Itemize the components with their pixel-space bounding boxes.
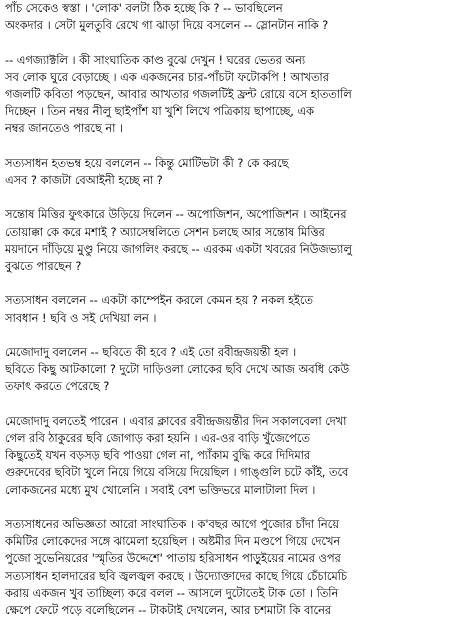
text-line: মেজোদাদু বলতেই পারেন । এবার ক্লাবের রবীন্দ্রজয়ন্তীর দিন সকালবেলা দেখা <box>5 414 347 428</box>
text-line: তফাৎ করতে পেরেছে ? <box>5 380 110 394</box>
text-line: ক্ষেপে ফেটে পড়ে বলেছিলেন -- টাকটাই দেখলেন, আর চশমাটা কি বানের <box>5 604 332 617</box>
text-line: সাবধান ! ছবি ও সই দেখিয়া লন । <box>5 311 157 325</box>
text-line: সব লোক ঘুরে বেড়াচ্ছে । এক একজনের চার-পাঁচটা ফটোকপি ! আখতার <box>5 70 329 84</box>
text-line: কিছুতেই যখন বড়সড় ছবি পাওয়া গেল না, প্যাঁকাম বুদ্ধি করে দিদিমার <box>5 449 311 463</box>
text-line: মেজোদাদু বললেন -- ছবিতে কী হবে ? এই তো রবীন্দ্রজয়ন্তী হল । <box>5 345 297 359</box>
text-line: সত্যসাধনের অভিজ্ঞতা আরো সাংঘাতিক । ক'বছর আগে পুজোর চাঁদা নিয়ে <box>5 517 339 531</box>
text-line: অংকদার । সেটা মুলতুবি রেখে গা ঝাড়া দিয়ে বসলেন -- স্লোনটান নাকি ? <box>5 19 329 33</box>
paragraph-8 <box>5 516 449 619</box>
text-line: গেল রবি ঠাকুরের ছবি জোগাড় করা হয়নি । এর-ওর বাড়ি খুঁজেপেতে <box>5 431 310 445</box>
text-line: সত্যসাধন বললেন -- একটা কাম্পেইন করলে কেমন হয় ? নকল হইতে <box>5 294 313 308</box>
paragraph-4 <box>5 206 449 275</box>
document-page <box>5 0 449 636</box>
text-line: কমিটির লোকেদের সঙ্গে ঝামেলা হয়েছিল । অষ্টমীর দিন মণ্ডপে গিয়ে দেখেন <box>5 535 341 549</box>
text-line: গজলটি কবিতা পড়ছেন, আবার আখতার গজলটিই ফ্রন্ট রোয়ে বসে হাততালি <box>5 88 352 101</box>
text-line: তোয়াক্কা কে করে মশাই ? অ্যাসেম্বলিতে সেশন চলছে আর সন্তোষ মিত্তির <box>5 225 325 239</box>
text-line: দিচ্ছেন । তিন নম্বর নীলু ছাইপাঁশ যা খুশি লিখে পত্রিকায় ছাপাচ্ছে, এক <box>5 105 314 119</box>
paragraph-3 <box>5 155 449 189</box>
paragraph-1 <box>5 0 449 34</box>
text-line: ময়দানে দাঁড়িয়ে মুণ্ডু নিয়ে জাগলিং করছে -- এরকম একটা খবরের নিউজভ্যালু <box>5 242 352 256</box>
text-line: লোকজনের মধ্যে মুখ খোলেনি । সবাই বেশ ভক্তিভরে মালাটালা দিল । <box>5 483 316 497</box>
paragraph-7 <box>5 413 449 499</box>
text-line: পাঁচ সেকেও স্বস্তা । 'লোক' বলটা ঠিক হচ্ছে কি ? -- ভাবছিলেন <box>5 2 283 15</box>
text-line: ছবিতে কিছু আটকালো ? দুটো দাড়িওলা লোকের ছবি দেখে আজ অবধি কেউ <box>5 363 350 377</box>
text-line: এসব ? কাজটা বেআইনী হচ্ছে না ? <box>5 174 163 187</box>
text-line: সত্যসাধন হালদারের ছবি জ্বলজ্বল করছে । উদ্যোক্তাদের কাছে গিয়ে চেঁচামেচি <box>5 569 347 583</box>
paragraph-5 <box>5 292 449 326</box>
text-line: -- এগজ্যাক্টলি । কী সাংঘাতিক কাণ্ড বুঝে দেখুন ! ঘরের ভেতর অন্য <box>5 53 306 67</box>
text-line: করায় একজন খুব তাচ্ছিল্য করে বলল -- আসলে দুটোতেই টাক তো । তিনি <box>5 586 339 600</box>
text-line: গুরুদেবের ছবিটা খুলে নিয়ে গিয়ে বসিয়ে দিয়েছিল । গাঙ্গুলি চটে কাঁই, তবে <box>5 466 349 480</box>
paragraph-6 <box>5 344 449 396</box>
text-line: পুজো সুভেনিয়রের 'স্মৃতির উদ্দেশে' পাতায় হরিসাধন পাড়ুইয়ের নামের ওপর <box>5 552 341 566</box>
paragraph-2 <box>5 52 449 138</box>
text-line: নম্বর জানতেও পারছে না । <box>5 122 124 136</box>
text-line: বুঝতে পারছেন ? <box>5 260 82 273</box>
text-line: সত্যসাধন হতভম্ব হয়ে বললেন -- কিন্তু মোটিভটা কী ? কে করছে <box>5 156 289 170</box>
text-line: সন্তোষ মিত্তির ফুৎকারে উড়িয়ে দিলেন -- অপোজিশন, অপোজিশন । আইনের <box>5 208 347 222</box>
